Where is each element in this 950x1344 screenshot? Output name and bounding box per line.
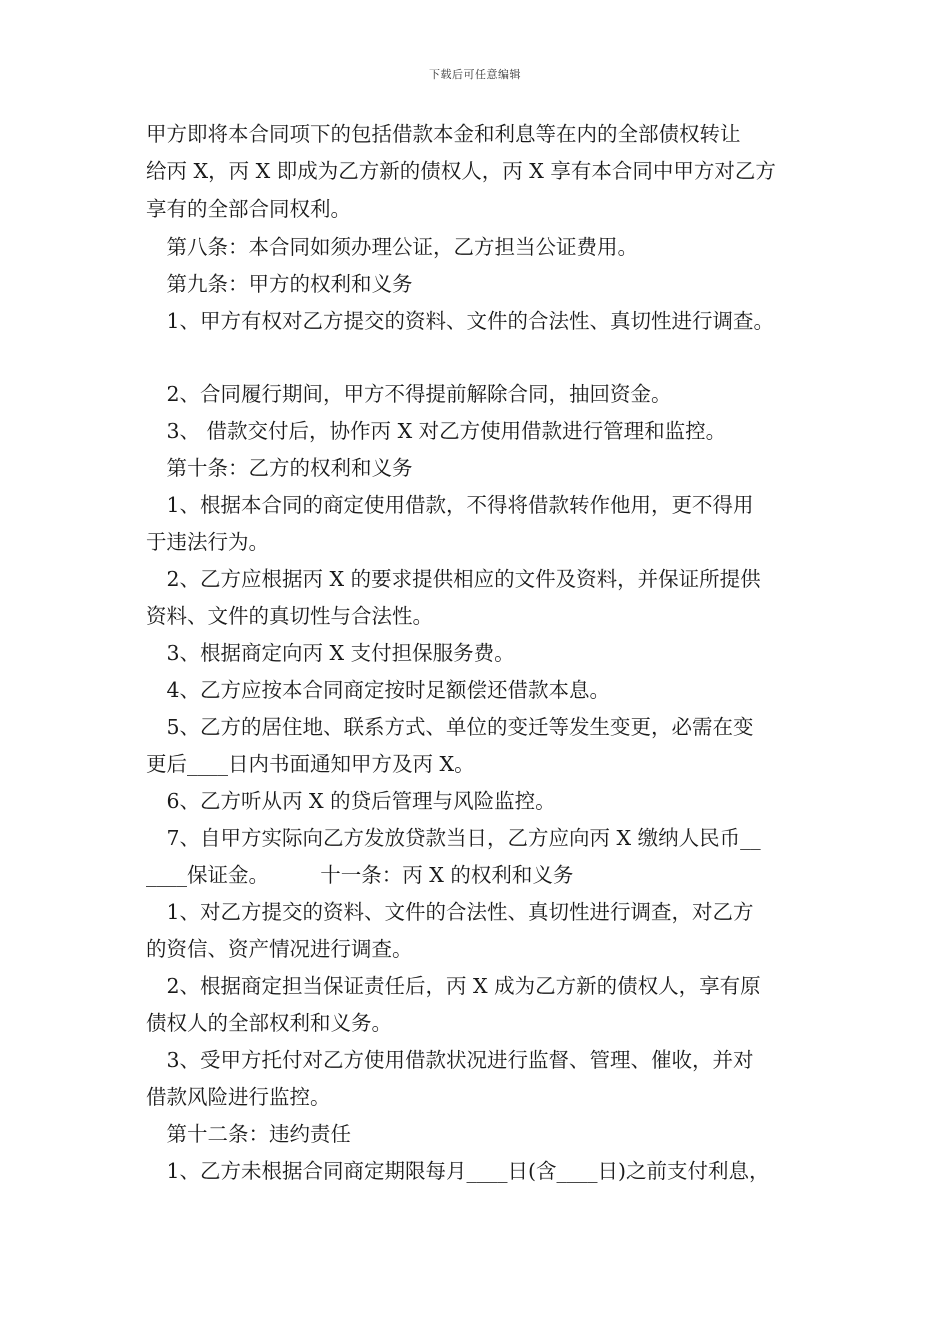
text-line: 资料、文件的真切性与合法性。 xyxy=(146,604,433,628)
text-line: 第九条：甲方的权利和义务 xyxy=(146,272,413,296)
text-line: 3、根据商定向丙 X 支付担保服务费。 xyxy=(146,641,515,665)
text-line: 1、甲方有权对乙方提交的资料、文件的合法性、真切性进行调查。 xyxy=(146,309,775,333)
text-line: 2、合同履行期间，甲方不得提前解除合同，抽回资金。 xyxy=(146,382,672,406)
text-line: 1、根据本合同的商定使用借款，不得将借款转作他用，更不得用 xyxy=(146,493,754,517)
text-line: 3、 借款交付后，协作丙 X 对乙方使用借款进行管理和监控。 xyxy=(146,419,727,443)
text-line: 的资信、资产情况进行调查。 xyxy=(146,937,413,961)
text-line: 第十条：乙方的权利和义务 xyxy=(146,456,413,480)
text-line: 3、受甲方托付对乙方使用借款状况进行监督、管理、催收，并对 xyxy=(146,1048,754,1072)
text-line: 第十二条：违约责任 xyxy=(146,1122,351,1146)
text-line: 5、乙方的居住地、联系方式、单位的变迁等发生变更，必需在变 xyxy=(146,715,754,739)
text-line: 借款风险进行监控。 xyxy=(146,1085,331,1109)
text-line: 甲方即将本合同项下的包括借款本金和利息等在内的全部债权转让 xyxy=(146,122,741,146)
text-line: 1、乙方未根据合同商定期限每月____日(含____日)之前支付利息， xyxy=(146,1159,770,1183)
text-line: 2、根据商定担当保证责任后，丙 X 成为乙方新的债权人，享有原 xyxy=(146,974,761,998)
text-line: 6、乙方听从丙 X 的贷后管理与风险监控。 xyxy=(146,789,556,813)
text-line: 2、乙方应根据丙 X 的要求提供相应的文件及资料，并保证所提供 xyxy=(146,567,761,591)
text-line: 7、自甲方实际向乙方发放贷款当日，乙方应向丙 X 缴纳人民币__ xyxy=(146,826,761,850)
text-line: 1、对乙方提交的资料、文件的合法性、真切性进行调查，对乙方 xyxy=(146,900,754,924)
text-line: ____保证金。 十一条：丙 X 的权利和义务 xyxy=(146,863,574,887)
text-line: 4、乙方应按本合同商定按时足额偿还借款本息。 xyxy=(146,678,611,702)
text-line: 更后____日内书面通知甲方及丙 X。 xyxy=(146,752,475,776)
text-line: 给丙 X，丙 X 即成为乙方新的债权人，丙 X 享有本合同中甲方对乙方 xyxy=(146,159,776,183)
text-line: 债权人的全部权利和义务。 xyxy=(146,1011,392,1035)
page-header: 下载后可任意编辑 xyxy=(429,68,521,81)
text-line: 第八条：本合同如须办理公证，乙方担当公证费用。 xyxy=(146,235,638,259)
text-line: 于违法行为。 xyxy=(146,530,269,554)
text-line: 享有的全部合同权利。 xyxy=(146,197,351,221)
